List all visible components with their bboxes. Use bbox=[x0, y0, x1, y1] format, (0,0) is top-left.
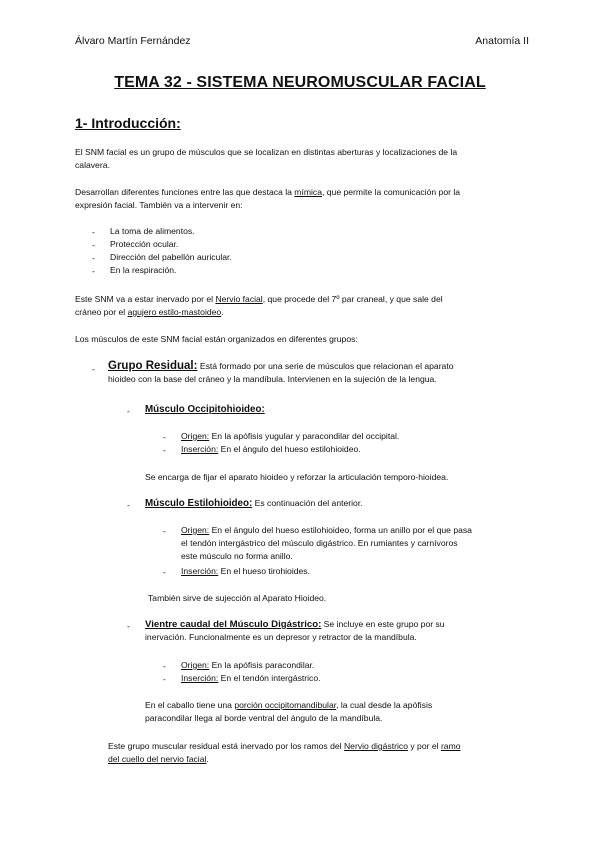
occipitohioideo-note: Se encarga de fijar el aparato hioideo y reforzar la articulación temporo-hioidea. bbox=[145, 472, 449, 482]
term-nervio-facial: Nervio facial bbox=[215, 294, 263, 304]
text-span: Este SNM va a estar inervado por el bbox=[75, 294, 216, 304]
term-nervio-digastrico: Nervio digástrico bbox=[343, 741, 408, 751]
bullet-dash: - bbox=[92, 364, 95, 374]
text-line: paracondilar llega al borde ventral del ángulo de la mandíbula. bbox=[145, 713, 383, 723]
term-ramo-cuello: del cuello del nervio facial bbox=[108, 754, 207, 764]
text-line: hioideo con la base del cráneo y la mandíbula. Intervienen en la sujeción de la lengua. bbox=[108, 374, 437, 384]
term-agujero: agujero estilo-mastoideo bbox=[127, 307, 222, 317]
text-line: el tendón intergástrico del músculo digástrico. En rumiantes y carnívoros bbox=[181, 538, 458, 548]
text-span: En la apófisis yugular y paracondilar del occipital. bbox=[209, 431, 400, 441]
digastrico-insercion bbox=[181, 672, 321, 685]
occipitohioideo-heading bbox=[145, 403, 265, 416]
text-span: , que procede del 7º par craneal, y que sale del bbox=[262, 294, 443, 304]
text-line bbox=[108, 360, 454, 373]
text-span: . bbox=[221, 307, 224, 317]
text-span: Se incluye en este grupo por su bbox=[321, 619, 445, 629]
group-residual bbox=[108, 360, 454, 386]
text-span: , la cual desde la apófisis bbox=[336, 700, 433, 710]
term-porcion-occipitomandibular: porción occipitomandibular bbox=[234, 700, 337, 710]
text-span: y por el bbox=[407, 741, 441, 751]
text-line bbox=[75, 306, 443, 319]
text-span: Este grupo muscular residual está inervado por los ramos del bbox=[108, 741, 344, 751]
header-author: Álvaro Martín Fernández bbox=[75, 35, 191, 47]
bullet-dash: - bbox=[127, 406, 130, 416]
estilohioideo-origen bbox=[181, 524, 472, 563]
digastrico-heading bbox=[145, 618, 445, 644]
bullet-dash: - bbox=[92, 266, 95, 276]
text-span: , que permite la comunicación por la bbox=[321, 187, 461, 197]
text-span: En el tendón intergástrico. bbox=[218, 673, 321, 683]
estilohioideo-insercion bbox=[181, 565, 310, 578]
bullet-dash: - bbox=[92, 253, 95, 263]
bullet-dash: - bbox=[163, 526, 166, 536]
header-subject: Anatomía II bbox=[475, 35, 529, 47]
origen-label: Origen: bbox=[181, 525, 210, 535]
text-line bbox=[108, 753, 461, 766]
muscle-title: Músculo Occipitohioideo: bbox=[145, 404, 265, 415]
bullet-dash: - bbox=[92, 227, 95, 237]
text-span: Es continuación del anterior. bbox=[252, 498, 363, 508]
section-heading: 1- Introducción: bbox=[75, 115, 181, 131]
text-span: En el hueso tirohioides. bbox=[218, 566, 310, 576]
insercion-label: Inserción: bbox=[181, 566, 219, 576]
text-span: Desarrollan diferentes funciones entre las que destaca la bbox=[75, 187, 295, 197]
occipitohioideo-origen bbox=[181, 430, 399, 443]
intro-paragraph-2 bbox=[75, 186, 460, 212]
insercion-label: Inserción: bbox=[181, 673, 219, 683]
intro-paragraph-4: Los músculos de este SNM facial están organizados en diferentes grupos: bbox=[75, 334, 358, 344]
bullet-dash: - bbox=[163, 674, 166, 684]
bullet-dash: - bbox=[163, 661, 166, 671]
list-item: La toma de alimentos. bbox=[110, 226, 195, 236]
text-line bbox=[145, 699, 432, 712]
term-mimica: mímica bbox=[294, 187, 322, 197]
bullet-dash: - bbox=[127, 500, 130, 510]
intro-paragraph-1 bbox=[75, 146, 457, 172]
muscle-title: Vientre caudal del Músculo Digástrico: bbox=[145, 619, 322, 630]
text-line bbox=[108, 740, 461, 753]
bullet-dash: - bbox=[92, 240, 95, 250]
text-line: El SNM facial es un grupo de músculos que se localizan en distintas aberturas y localizaciones de la bbox=[75, 147, 458, 157]
closing-paragraph bbox=[108, 740, 461, 766]
muscle-title: Músculo Estilohioideo: bbox=[145, 498, 253, 509]
group-title: Grupo Residual: bbox=[108, 360, 198, 372]
intro-paragraph-3 bbox=[75, 293, 443, 319]
text-line: este músculo no forma anillo. bbox=[181, 551, 293, 561]
text-line: expresión facial. También va a intervenir en: bbox=[75, 200, 243, 210]
text-span: En la apófisis paracondilar. bbox=[209, 660, 315, 670]
occipitohioideo-insercion bbox=[181, 443, 361, 456]
origen-label: Origen: bbox=[181, 660, 210, 670]
text-span: En el ángulo del hueso estilohioideo, forma un anillo por el que pasa bbox=[209, 525, 472, 535]
text-span: Está formado por una serie de músculos que relacionan el aparato bbox=[197, 361, 454, 371]
estilohioideo-note: También sirve de sujección al Aparato Hioideo. bbox=[148, 593, 327, 603]
bullet-dash: - bbox=[163, 567, 166, 577]
bullet-dash: - bbox=[163, 445, 166, 455]
text-line bbox=[181, 524, 472, 537]
text-line: calavera. bbox=[75, 160, 110, 170]
text-line bbox=[75, 293, 443, 306]
text-span: En el caballo tiene una bbox=[145, 700, 235, 710]
text-span: cráneo por el bbox=[75, 307, 128, 317]
digastrico-origen bbox=[181, 659, 314, 672]
text-line bbox=[145, 618, 445, 631]
origen-label: Origen: bbox=[181, 431, 210, 441]
list-item: En la respiración. bbox=[110, 265, 177, 275]
text-span: . bbox=[206, 754, 209, 764]
text-line bbox=[75, 186, 460, 199]
estilohioideo-heading bbox=[145, 497, 363, 510]
bullet-dash: - bbox=[163, 432, 166, 442]
insercion-label: Inserción: bbox=[181, 444, 219, 454]
bullet-dash: - bbox=[127, 621, 130, 631]
list-item: Dirección del pabellón auricular. bbox=[110, 252, 232, 262]
text-span: En el ángulo del hueso estilohioideo. bbox=[218, 444, 361, 454]
term-ramo: ramo bbox=[440, 741, 461, 751]
list-item: Protección ocular. bbox=[110, 239, 179, 249]
digastrico-note bbox=[145, 699, 432, 725]
text-line: inervación. Funcionalmente es un depresor y retractor de la mandíbula. bbox=[145, 632, 417, 642]
page-title: TEMA 32 - SISTEMA NEUROMUSCULAR FACIAL bbox=[114, 74, 486, 91]
